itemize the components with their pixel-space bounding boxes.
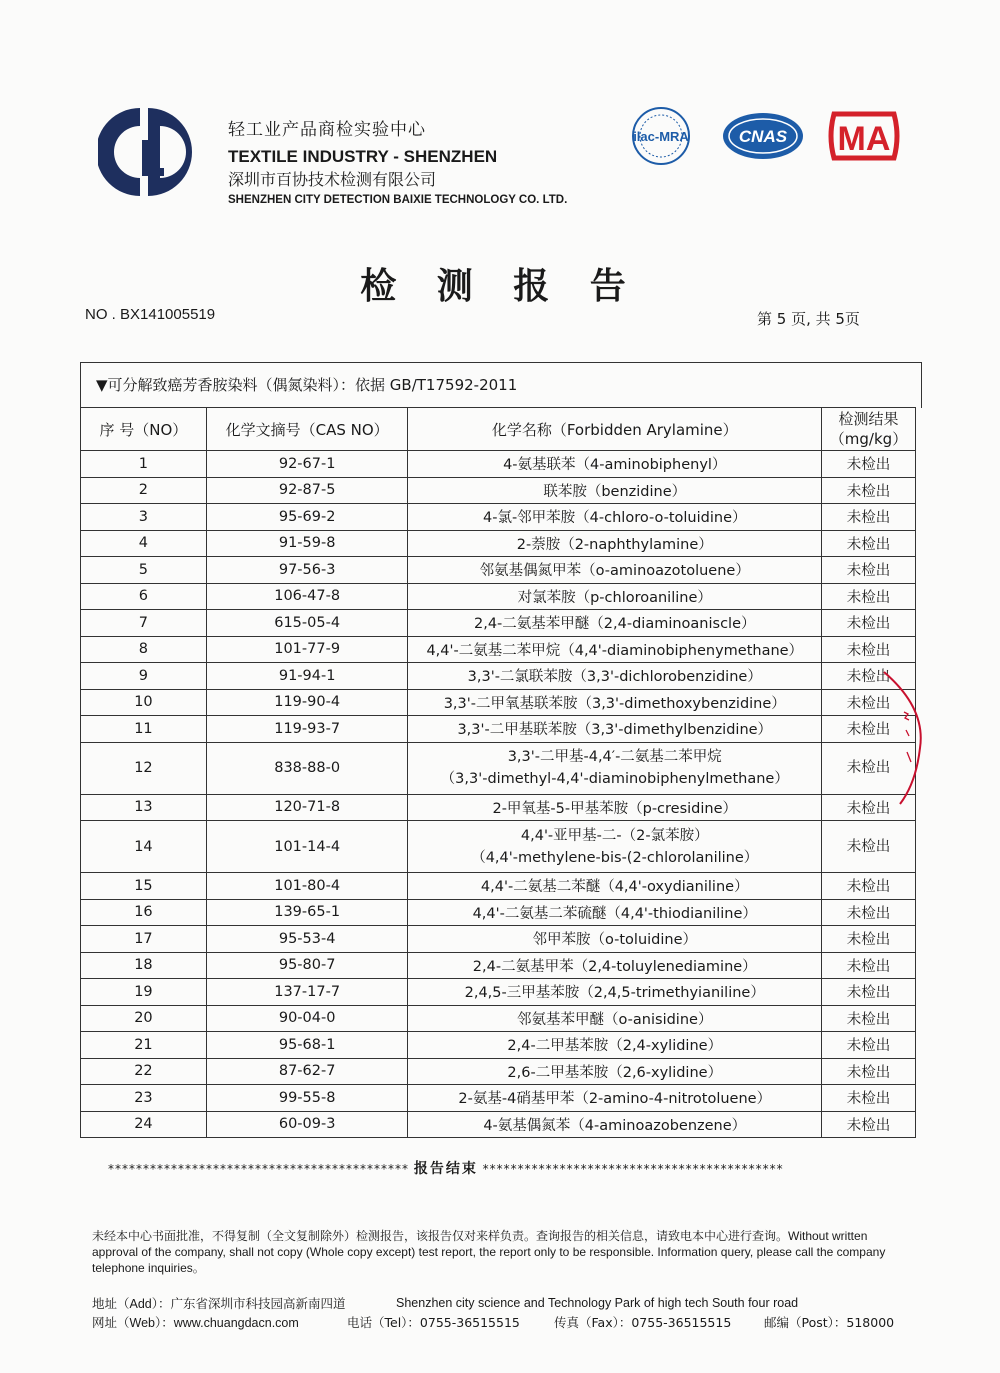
footer-telephone: 电话（Tel）：0755-36515515 — [347, 1315, 520, 1330]
cell-result: 未检出 — [822, 742, 916, 794]
cell-result: 未检出 — [822, 1005, 916, 1032]
cell-no: 10 — [81, 689, 207, 716]
cell-cas: 92-87-5 — [206, 477, 408, 504]
svg-text:ilac-MRA: ilac-MRA — [633, 129, 689, 144]
cell-name-line2: （3,3'-dimethyl-4,4'-diaminobiphenylmethane） — [440, 771, 789, 787]
cell-result: 未检出 — [822, 821, 916, 873]
table-row — [81, 899, 916, 926]
company-name-en: SHENZHEN CITY DETECTION BAIXIE TECHNOLOGY CO. LTD. — [228, 194, 568, 206]
cell-result: 未检出 — [822, 530, 916, 557]
cell-cas: 101-77-9 — [206, 636, 408, 663]
cell-cas: 92-67-1 — [206, 451, 408, 478]
table-body — [81, 451, 916, 1138]
cell-cas: 87-62-7 — [206, 1058, 408, 1085]
cell-cas: 60-09-3 — [206, 1111, 408, 1138]
cell-name: 3,3'-二甲氧基联苯胺（3,3'-dimethoxybenzidine） — [408, 689, 822, 716]
cell-cas: 95-69-2 — [206, 504, 408, 531]
cell-no: 1 — [81, 451, 207, 478]
table-row — [81, 689, 916, 716]
cell-name: 4-氯-邻甲苯胺（4-chloro-o-toluidine） — [408, 504, 822, 531]
cell-cas: 95-80-7 — [206, 952, 408, 979]
cell-cas: 95-53-4 — [206, 926, 408, 953]
cell-result: 未检出 — [822, 979, 916, 1006]
cell-name: 3,3'-二甲基联苯胺（3,3'-dimethylbenzidine） — [408, 716, 822, 743]
table-row — [81, 926, 916, 953]
cell-result: 未检出 — [822, 504, 916, 531]
cell-no: 15 — [81, 873, 207, 900]
cell-result: 未检出 — [822, 610, 916, 637]
cell-name: 2-萘胺（2-naphthylamine） — [408, 530, 822, 557]
cell-name: 4,4'-二氨基二苯硫醚（4,4'-thiodianiline） — [408, 899, 822, 926]
cell-no: 17 — [81, 926, 207, 953]
cell-no: 11 — [81, 716, 207, 743]
handwritten-annotation — [880, 668, 930, 808]
cell-cas: 119-93-7 — [206, 716, 408, 743]
disclaimer-notice: 未经本中心书面批准，不得复制（全文复制除外）检测报告，该报告仅对来样负责。查询报告的相关信息，请致电本中心进行查询。Without written approval of the company, shall not copy (Whole copy except) test report, the report only to be responsible. Information query, please call the company telephone inquiries。 — [92, 1229, 886, 1275]
cell-name: 4-氨基联苯（4-aminobiphenyl） — [408, 451, 822, 478]
header-cas: 化学文摘号（CAS NO） — [206, 408, 408, 451]
cell-result: 未检出 — [822, 926, 916, 953]
table-row — [81, 610, 916, 637]
table-row — [81, 952, 916, 979]
cell-no: 19 — [81, 979, 207, 1006]
cell-name: 对氯苯胺（p-chloroaniline） — [408, 583, 822, 610]
cell-no: 4 — [81, 530, 207, 557]
cell-no: 24 — [81, 1111, 207, 1138]
table-row — [81, 873, 916, 900]
table-row — [81, 794, 916, 821]
cell-result: 未检出 — [822, 952, 916, 979]
cell-name: 3,3'-二氯联苯胺（3,3'-dichlorobenzidine） — [408, 663, 822, 690]
cell-result: 未检出 — [822, 636, 916, 663]
table-row — [81, 979, 916, 1006]
cell-name: 4,4'-二氨基二苯甲烷（4,4'-diaminobiphenymethane） — [408, 636, 822, 663]
table-row — [81, 530, 916, 557]
cell-cas: 97-56-3 — [206, 557, 408, 584]
cell-result: 未检出 — [822, 899, 916, 926]
cell-result: 未检出 — [822, 716, 916, 743]
cell-cas: 119-90-4 — [206, 689, 408, 716]
cell-cas: 99-55-8 — [206, 1085, 408, 1112]
cell-cas: 120-71-8 — [206, 794, 408, 821]
cnas-mark — [723, 113, 803, 159]
cell-no: 6 — [81, 583, 207, 610]
table-row — [81, 663, 916, 690]
cell-cas: 137-17-7 — [206, 979, 408, 1006]
cell-result: 未检出 — [822, 794, 916, 821]
cell-name: 2,6-二甲基苯胺（2,6-xylidine） — [408, 1058, 822, 1085]
section-title: ▼可分解致癌芳香胺染料（偶氮染料）：依据 GB/T17592-2011 — [96, 376, 518, 394]
footer-address-en: Shenzhen city science and Technology Park of high tech South four road — [396, 1296, 799, 1310]
cell-cas: 101-14-4 — [206, 821, 408, 873]
table-row — [81, 557, 916, 584]
footer-postcode: 邮编（Post）：518000 — [764, 1315, 895, 1330]
cell-result: 未检出 — [822, 663, 916, 690]
table-row — [81, 1005, 916, 1032]
svg-text:MA: MA — [837, 120, 891, 158]
cell-name-line1: 4,4'-亚甲基-二-（2-氯苯胺） — [520, 827, 709, 844]
org-name-cn: 轻工业产品商检实验中心 — [228, 120, 426, 140]
ilac-mra-mark — [633, 108, 689, 164]
cell-name — [408, 742, 822, 794]
cell-no: 18 — [81, 952, 207, 979]
cell-name: 邻氨基苯甲醚（o-anisidine） — [408, 1005, 822, 1032]
org-name-en: TEXTILE INDUSTRY - SHENZHEN — [228, 147, 498, 166]
report-title: 检 测 报 告 — [360, 266, 640, 307]
cell-no: 8 — [81, 636, 207, 663]
table-row — [81, 1058, 916, 1085]
cell-cas: 838-88-0 — [206, 742, 408, 794]
cell-no: 9 — [81, 663, 207, 690]
cell-no: 5 — [81, 557, 207, 584]
cma-mark — [831, 114, 897, 158]
cell-cas: 139-65-1 — [206, 899, 408, 926]
cell-no: 2 — [81, 477, 207, 504]
accreditation-marks — [628, 106, 908, 170]
cell-result: 未检出 — [822, 873, 916, 900]
cell-cas: 91-59-8 — [206, 530, 408, 557]
cell-result: 未检出 — [822, 689, 916, 716]
cell-no: 22 — [81, 1058, 207, 1085]
stars-right: ******************************************* — [482, 1162, 784, 1176]
footer-fax: 传真（Fax）：0755-36515515 — [554, 1315, 732, 1330]
table-row — [81, 716, 916, 743]
cell-result: 未检出 — [822, 1085, 916, 1112]
cell-name: 4-氨基偶氮苯（4-aminoazobenzene） — [408, 1111, 822, 1138]
cell-name: 2,4-二甲基苯胺（2,4-xylidine） — [408, 1032, 822, 1059]
table-row — [81, 1032, 916, 1059]
cell-no: 20 — [81, 1005, 207, 1032]
cell-result: 未检出 — [822, 1111, 916, 1138]
cell-cas: 90-04-0 — [206, 1005, 408, 1032]
report-end-text: 报告结束 — [413, 1161, 478, 1177]
cell-name: 2-氨基-4硝基甲苯（2-amino-4-nitrotoluene） — [408, 1085, 822, 1112]
cell-result: 未检出 — [822, 1032, 916, 1059]
header-no: 序 号（NO） — [81, 408, 207, 451]
cell-no: 12 — [81, 742, 207, 794]
table-row — [81, 1085, 916, 1112]
cell-no: 14 — [81, 821, 207, 873]
report-number: NO . BX141005519 — [85, 306, 216, 323]
cell-result: 未检出 — [822, 477, 916, 504]
stars-left: ******************************************* — [108, 1162, 409, 1176]
cell-name: 邻氨基偶氮甲苯（o-aminoazotoluene） — [408, 557, 822, 584]
cell-name: 2,4,5-三甲基苯胺（2,4,5-trimethyianiline） — [408, 979, 822, 1006]
cell-cas: 615-05-4 — [206, 610, 408, 637]
cell-name: 联苯胺（benzidine） — [408, 477, 822, 504]
cell-name: 邻甲苯胺（o-toluidine） — [408, 926, 822, 953]
cell-no: 13 — [81, 794, 207, 821]
table-row — [81, 742, 916, 794]
table-row — [81, 477, 916, 504]
cell-cas: 91-94-1 — [206, 663, 408, 690]
cell-name: 4,4'-二氨基二苯醚（4,4'-oxydianiline） — [408, 873, 822, 900]
table-header-row — [81, 408, 916, 451]
organization-block — [228, 122, 567, 207]
cell-result: 未检出 — [822, 451, 916, 478]
company-name-cn: 深圳市百协技术检测有限公司 — [228, 170, 437, 189]
cell-no: 23 — [81, 1085, 207, 1112]
cell-name-line2: （4,4'-methylene-bis-(2-chlorolaniline） — [471, 849, 759, 866]
header-result: 检测结果（mg/kg） — [822, 408, 916, 451]
cell-result: 未检出 — [822, 1058, 916, 1085]
cell-no: 3 — [81, 504, 207, 531]
cell-result: 未检出 — [822, 583, 916, 610]
cell-name — [408, 821, 822, 873]
footer-website: 网址（Web）：www.chuangdacn.com — [92, 1316, 299, 1330]
table-row — [81, 636, 916, 663]
cell-name: 2-甲氧基-5-甲基苯胺（p-cresidine） — [408, 794, 822, 821]
header-name: 化学名称（Forbidden Arylamine） — [408, 408, 822, 451]
table-row — [81, 583, 916, 610]
cell-name: 2,4-二氨基苯甲醚（2,4-diaminoaniscle） — [408, 610, 822, 637]
results-table — [80, 407, 916, 1138]
cell-cas: 95-68-1 — [206, 1032, 408, 1059]
cell-no: 16 — [81, 899, 207, 926]
company-logo — [98, 100, 202, 204]
cell-no: 21 — [81, 1032, 207, 1059]
table-row — [81, 821, 916, 873]
footer-address-cn: 地址（Add）：广东省深圳市科技园高新南四道 — [92, 1297, 346, 1311]
report-end-line — [108, 1158, 898, 1178]
table-row — [81, 504, 916, 531]
cell-cas: 101-80-4 — [206, 873, 408, 900]
svg-text:CNAS: CNAS — [738, 127, 788, 146]
table-row — [81, 1111, 916, 1138]
table-row — [81, 451, 916, 478]
cell-no: 7 — [81, 610, 207, 637]
cell-name: 2,4-二氨基甲苯（2,4-toluylenediamine） — [408, 952, 822, 979]
cell-cas: 106-47-8 — [206, 583, 408, 610]
cell-result: 未检出 — [822, 557, 916, 584]
page-info: 第 5 页, 共 5页 — [757, 310, 860, 328]
cell-name-line1: 3,3'-二甲基-4,4′-二氨基二苯甲烷 — [507, 749, 722, 765]
